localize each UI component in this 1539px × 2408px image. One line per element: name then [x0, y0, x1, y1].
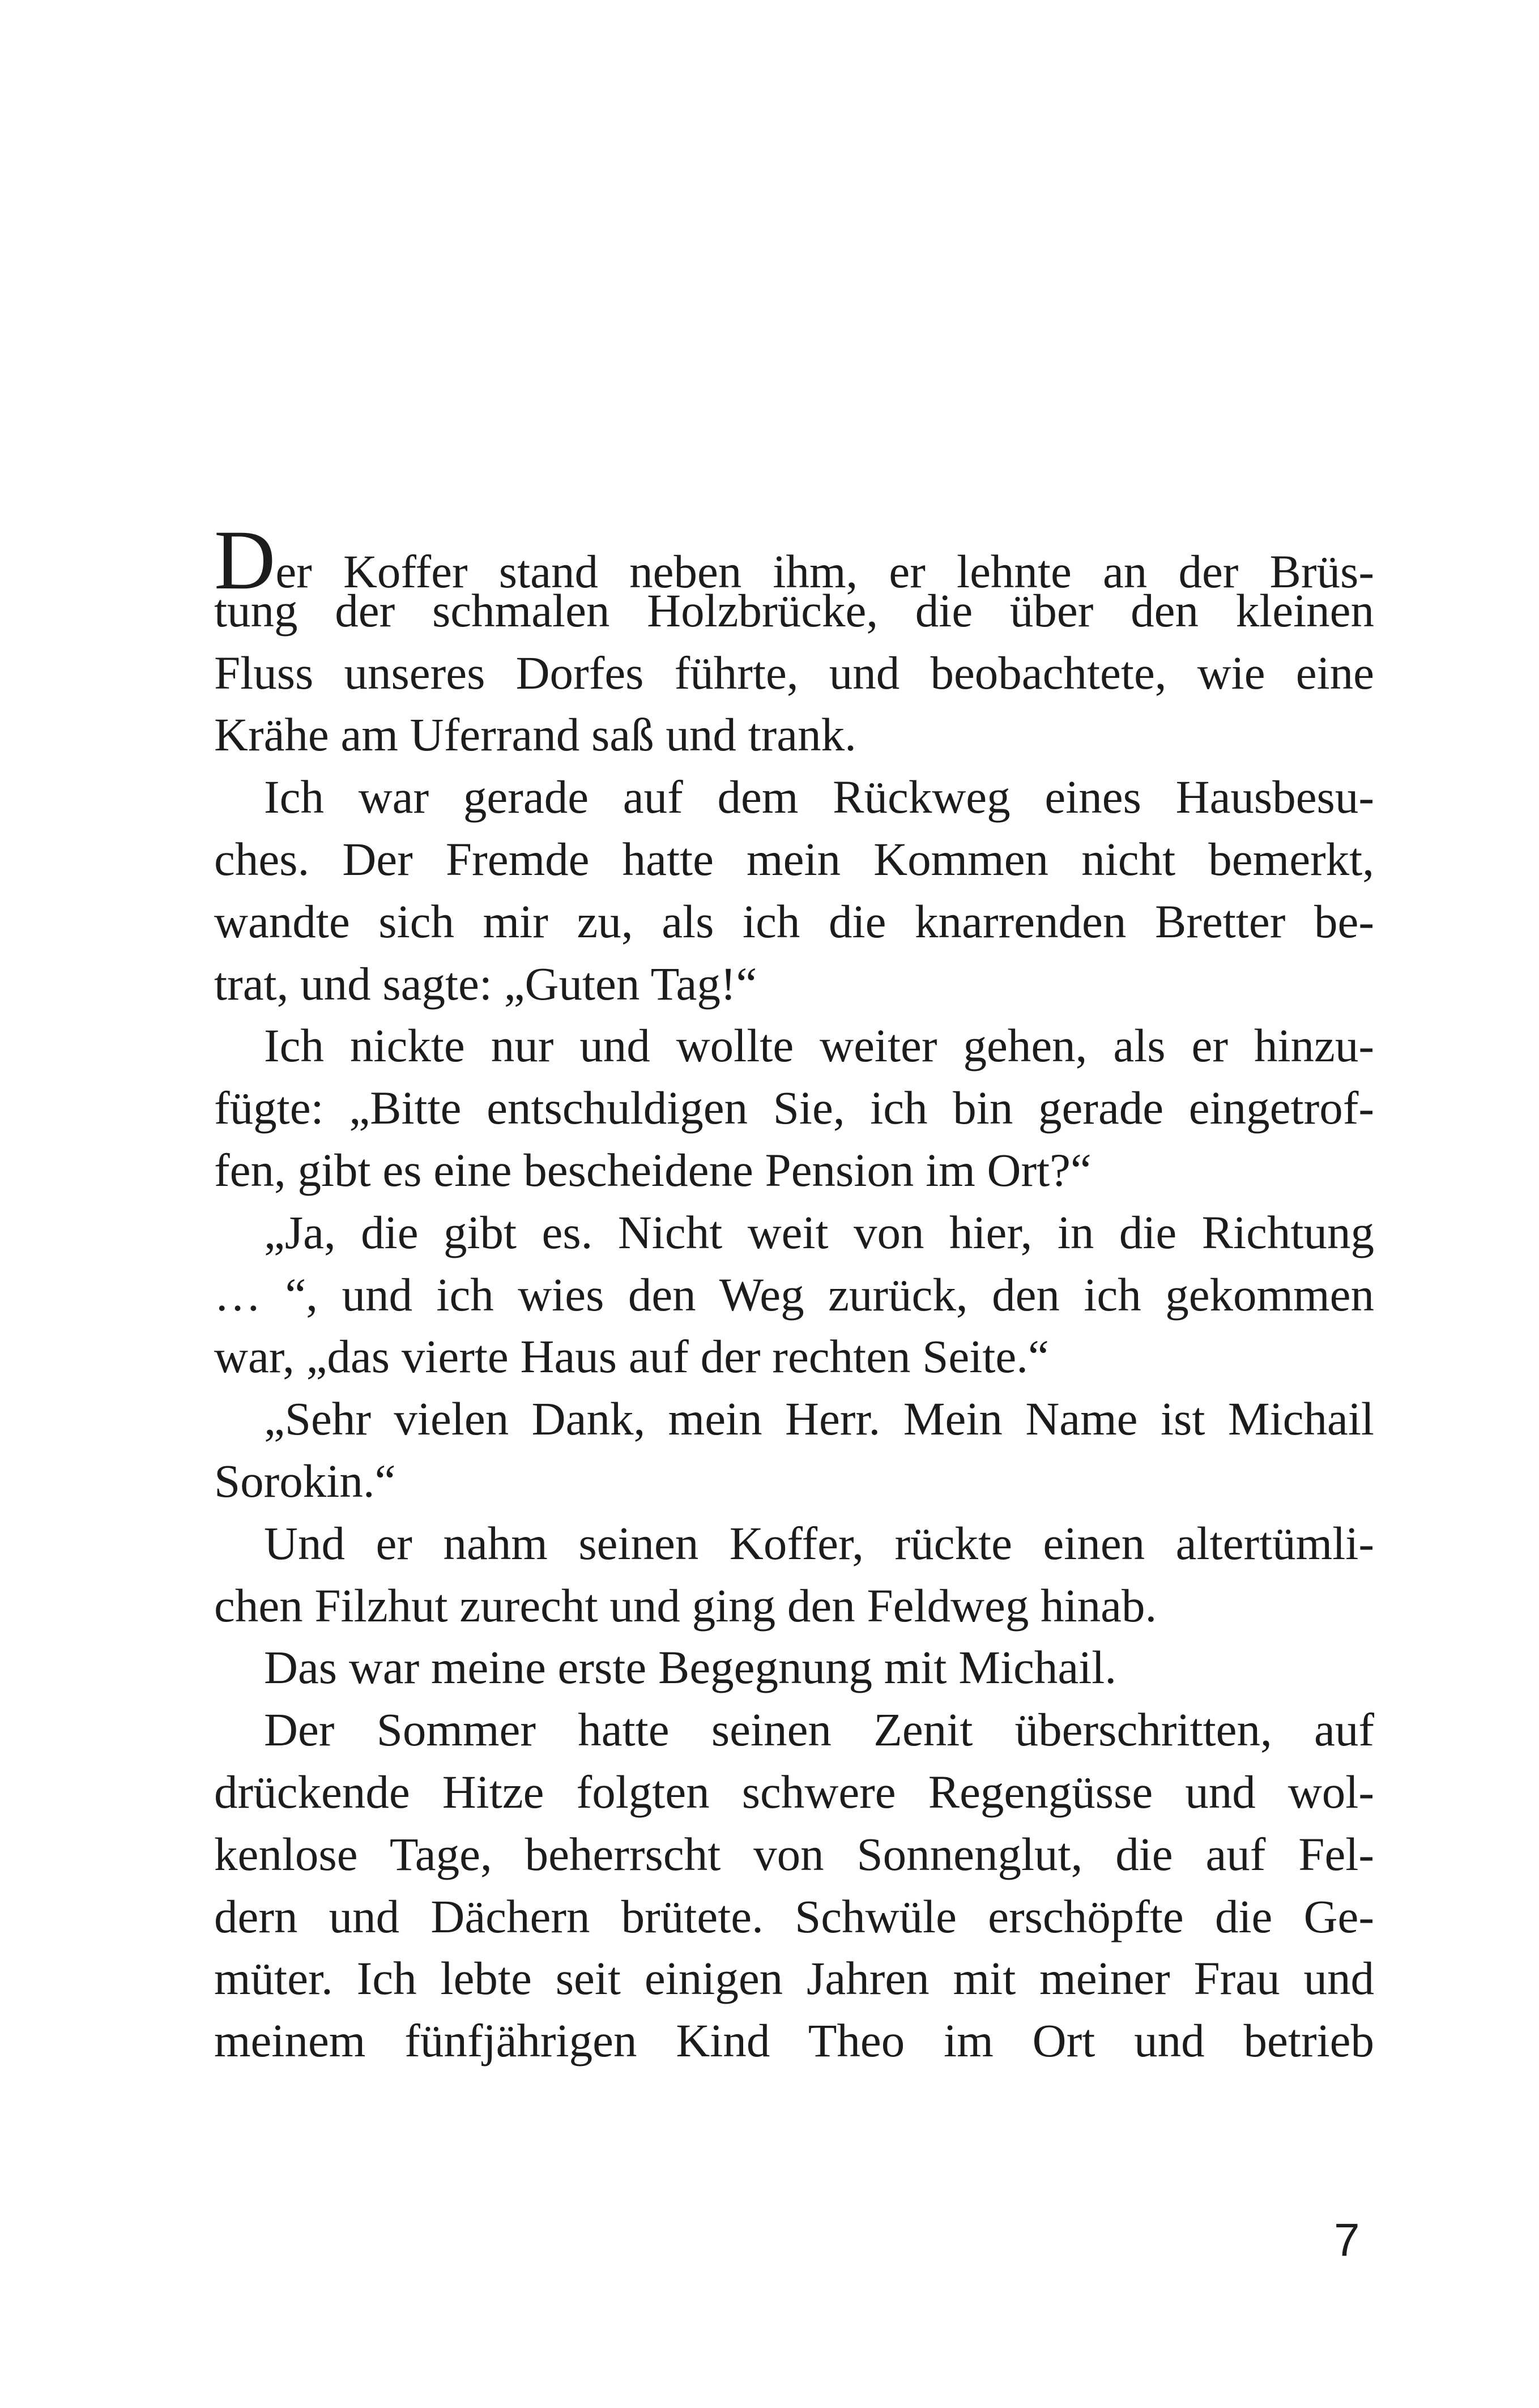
- drop-cap: D: [214, 513, 276, 607]
- text-line: Sorokin.“: [214, 1454, 396, 1507]
- text-line: Der Sommer hatte seinen Zenit überschritten, auf: [264, 1703, 1374, 1756]
- text-line: müter. Ich lebte seit einigen Jahren mit meiner Frau und: [214, 1952, 1374, 2005]
- text-line: „Sehr vielen Dank, mein Herr. Mein Name ist Michail: [264, 1393, 1374, 1445]
- text-line: fügte: „Bitte entschuldigen Sie, ich bin gerade eingetrof-: [214, 1082, 1374, 1134]
- text-line: tung der schmalen Holzbrücke, die über den kleinen: [214, 584, 1374, 637]
- text-line: Und er nahm seinen Koffer, rückte einen altertümli-: [264, 1517, 1374, 1569]
- first-line-text: er Koffer stand neben ihm, er lehnte an der Brüs-: [275, 545, 1374, 597]
- text-line: Ich war gerade auf dem Rückweg eines Hausbesu-: [264, 771, 1374, 823]
- body-text: [214, 513, 1374, 2072]
- text-line: Fluss unseres Dorfes führte, und beobachtete, wie eine: [214, 646, 1374, 699]
- text-line: Das war meine erste Begegnung mit Michail.: [264, 1641, 1117, 1694]
- first-line: [214, 513, 1374, 607]
- text-line: wandte sich mir zu, als ich die knarrenden Bretter be-: [214, 895, 1374, 947]
- text-line: chen Filzhut zurecht und ging den Feldweg hinab.: [214, 1579, 1157, 1632]
- text-line: kenlose Tage, beherrscht von Sonnenglut, die auf Fel-: [214, 1828, 1374, 1880]
- text-line: trat, und sagte: „Guten Tag!“: [214, 957, 757, 1010]
- text-line: Krähe am Uferrand saß und trank.: [214, 708, 856, 761]
- text-line: fen, gibt es eine bescheidene Pension im Ort?“: [214, 1143, 1092, 1196]
- text-line: … “, und ich wies den Weg zurück, den ich gekommen: [214, 1268, 1374, 1321]
- text-line: ches. Der Fremde hatte mein Kommen nicht bemerkt,: [214, 832, 1374, 885]
- text-line: „Ja, die gibt es. Nicht weit von hier, in die Richtung: [264, 1206, 1374, 1258]
- text-line: dern und Dächern brütete. Schwüle erschöpfte die Ge-: [214, 1890, 1374, 1942]
- page-number: 7: [1334, 2214, 1360, 2266]
- text-line: war, „das vierte Haus auf der rechten Seite.“: [214, 1330, 1049, 1383]
- text-line: meinem fünfjährigen Kind Theo im Ort und betrieb: [214, 2014, 1374, 2067]
- paragraph-lines: [214, 580, 1374, 2072]
- text-line: Ich nickte nur und wollte weiter gehen, als er hinzu-: [264, 1019, 1374, 1072]
- text-line: drückende Hitze folgten schwere Regengüsse und wol-: [214, 1765, 1374, 1818]
